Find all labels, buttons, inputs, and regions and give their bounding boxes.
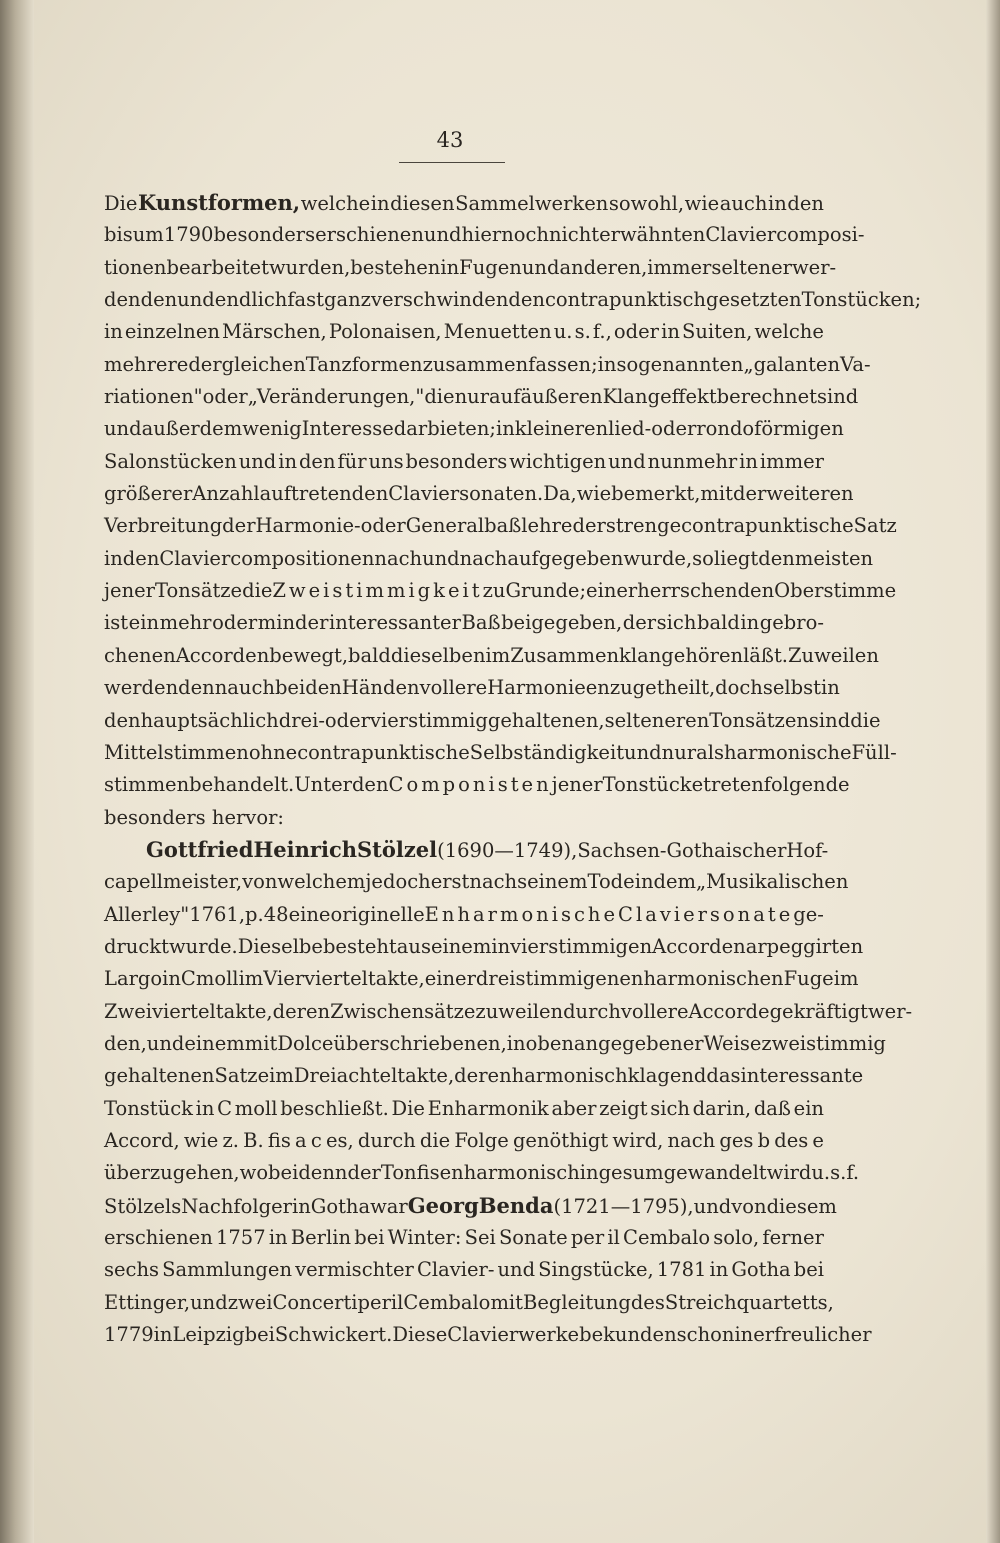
text-line: 1779 in Leipzig bei Schwickert. Diese Clavierwerke bekunden schon in erfreulicher: [104, 1323, 872, 1347]
text-line: Tonstück in C moll beschließt. Die Enharmonik aber zeigt sich darin, daß ein: [104, 1096, 824, 1120]
text-line: tionen bearbeitet wurden, bestehen in Fugen und anderen, immer seltener wer-: [104, 255, 837, 279]
text-line: in einzelnen Märschen, Polonaisen, Menuetten u. s. f., oder in Suiten, welche: [104, 320, 824, 344]
text-line: erschienen 1757 in Berlin bei Winter: Sei Sonate per il Cembalo solo, ferner: [104, 1226, 824, 1249]
text-line: den, und einem mit Dolce überschriebenen, in oben angegebener Weise zweistimmig: [104, 1031, 886, 1055]
header-rule: [399, 162, 505, 163]
text-line: Stölzels Nachfolger in Gotha war Georg Benda (1721—1795), und von diesem: [104, 1192, 837, 1218]
text-line: ist ein mehr oder minder interessanter Baß beigegeben, der sich bald in gebro-: [104, 611, 824, 635]
text-line: und außerdem wenig Interesse darbieten; in kleineren lied- oder rondoförmigen: [104, 417, 844, 441]
text-line: den hauptsächlich drei- oder vierstimmig gehaltenen, selteneren Tonsätzen sind die: [104, 708, 881, 732]
text-line: denden und endlich fast ganz verschwindenden contrapunktisch gesetzten Tonstücken;: [104, 288, 922, 312]
page-gutter-shadow: [0, 0, 34, 1543]
text-line: größerer Anzahl auftretenden Claviersonaten. Da, wie bemerkt, mit der weiteren: [104, 482, 854, 506]
text-line: Die Kunstformen, welche in diesen Sammelwerken sowohl, wie auch in den: [104, 190, 824, 215]
text-line: Largo in C moll im Viervierteltakte, einer dreistimmigen enharmonischen Fuge im: [104, 967, 859, 991]
text-line: druckt wurde. Dieselbe besteht aus einem in vierstimmigen Accorden arpeggirten: [104, 934, 864, 958]
text-line: jener Tonsätze die Zweistimmigkeit zu Grunde; einer herrschenden Oberstimme: [104, 579, 897, 603]
text-line: chenen Accorden bewegt, bald dieselben im Zusammenklange hören läßt. Zuweilen: [104, 643, 879, 667]
text-line: Verbreitung der Harmonie- oder Generalbaßlehre der strenge contrapunktische Satz: [104, 514, 897, 538]
text-line: in den Claviercompositionen nach und nach aufgegeben wurde, so liegt den meisten: [104, 546, 874, 570]
text-line: Allerley" 1761, p. 48 eine originelle Enharmonische Claviersonate ge-: [104, 902, 824, 926]
page-edge: [986, 0, 1000, 1543]
text-line: bis um 1790 besonders erschienen und hier noch nicht erwähnten Claviercomposi-: [104, 223, 865, 247]
text-line: besonders hervor:: [104, 805, 284, 829]
text-line: capellmeister, von welchem jedoch erst nach seinem Tode in dem „Musikalischen: [104, 870, 849, 894]
text-line: Gottfried Heinrich Stölzel (1690—1749), Sachsen-Gothaischer Hof-: [146, 836, 829, 862]
body-text: [104, 187, 922, 1351]
text-line: riationen" oder „Veränderungen," die nur auf äußeren Klangeffekt berechnet sind: [104, 385, 859, 409]
text-line: werden denn auch beiden Händen vollere Harmonieen zugetheilt, doch selbst in: [104, 676, 840, 700]
text-line: überzugehen, wobei denn der Ton fis enharmonisch in ges umgewandelt wird u. s. f.: [104, 1161, 860, 1185]
text-line: Zweivierteltakte, deren Zwischensätze zuweilen durch vollere Accorde gekräftigt wer-: [104, 999, 913, 1023]
text-line: Salonstücken und in den für uns besonders wichtigen und nunmehr in immer: [104, 449, 824, 473]
text-line: mehrere dergleichen Tanzformen zusammenfassen; in sogenannten „galanten Va-: [104, 352, 871, 376]
text-line: Accord, wie z. B. fis a c es, durch die Folge genöthigt wird, nach ges b des e: [104, 1128, 824, 1152]
text-line: gehaltenen Satze im Dreiachteltakte, der enharmonisch klagend das interessante: [104, 1064, 864, 1088]
page-number: 43: [436, 128, 464, 152]
text-line: sechs Sammlungen vermischter Clavier- und Singstücke, 1781 in Gotha bei: [104, 1258, 824, 1282]
text-line: Ettinger, und zwei Concerti per il Cembalo mit Begleitung des Streichquartetts,: [104, 1290, 834, 1314]
text-line: stimmen behandelt. Unter den Componisten jener Tonstücke treten folgende: [104, 773, 850, 797]
text-line: Mittelstimmen ohne contrapunktische Selbständigkeit und nur als harmonische Füll-: [104, 740, 897, 764]
